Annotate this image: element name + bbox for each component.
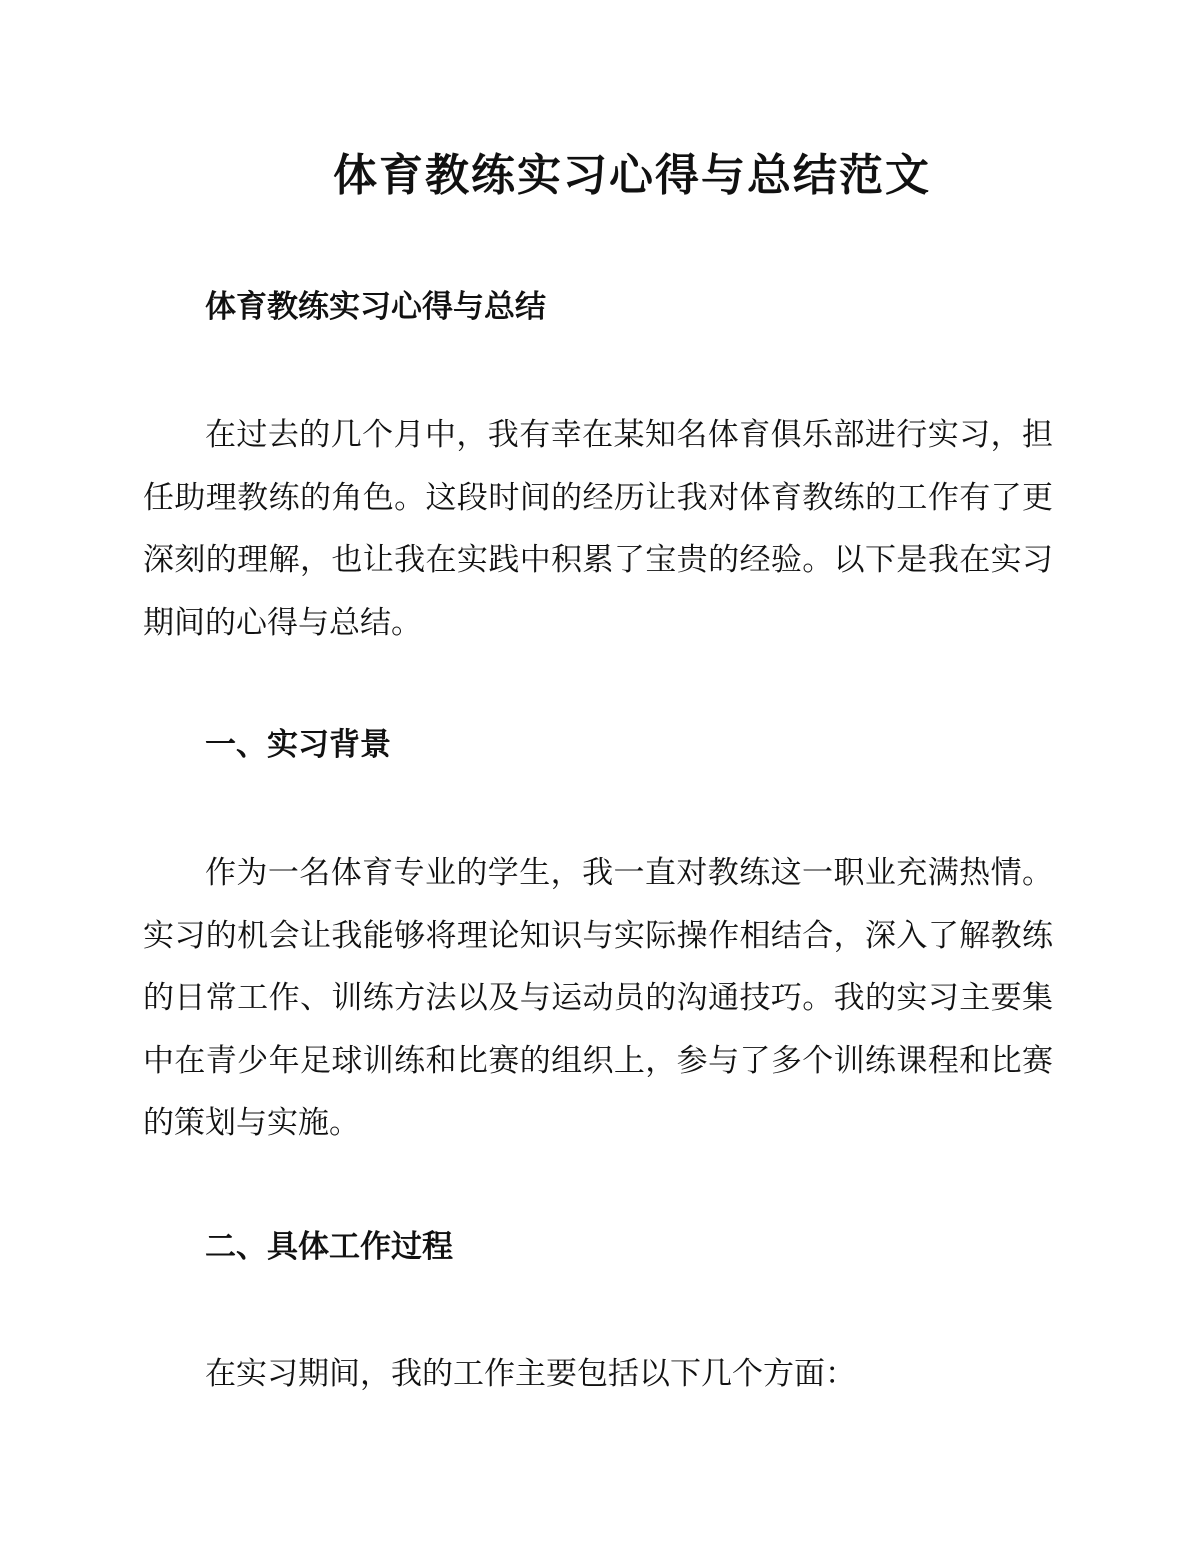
document-subtitle: 体育教练实习心得与总结 bbox=[205, 289, 546, 325]
document-title: 体育教练实习心得与总结范文 bbox=[333, 150, 931, 201]
intro-paragraph: 在过去的几个月中，我有幸在某知名体育俱乐部进行实习，担任助理教练的角色。这段时间的经历让我对体育教练的工作有了更深刻的理解，也让我在实践中积累了宝贵的经验。以下是我在实习期间的心得与总结。 bbox=[143, 417, 1053, 641]
section-paragraph-background: 作为一名体育专业的学生，我一直对教练这一职业充满热情。实习的机会让我能够将理论知识与实际操作相结合，深入了解教练的日常工作、训练方法以及与运动员的沟通技巧。我的实习主要集中在青少年足球训练和比赛的组织上，参与了多个训练课程和比赛的策划与实施。 bbox=[143, 855, 1053, 1141]
section-heading-background: 一、实习背景 bbox=[205, 727, 391, 763]
section-paragraph-work-process: 在实习期间，我的工作主要包括以下几个方面： bbox=[205, 1356, 856, 1392]
section-heading-work-process: 二、具体工作过程 bbox=[205, 1229, 453, 1265]
